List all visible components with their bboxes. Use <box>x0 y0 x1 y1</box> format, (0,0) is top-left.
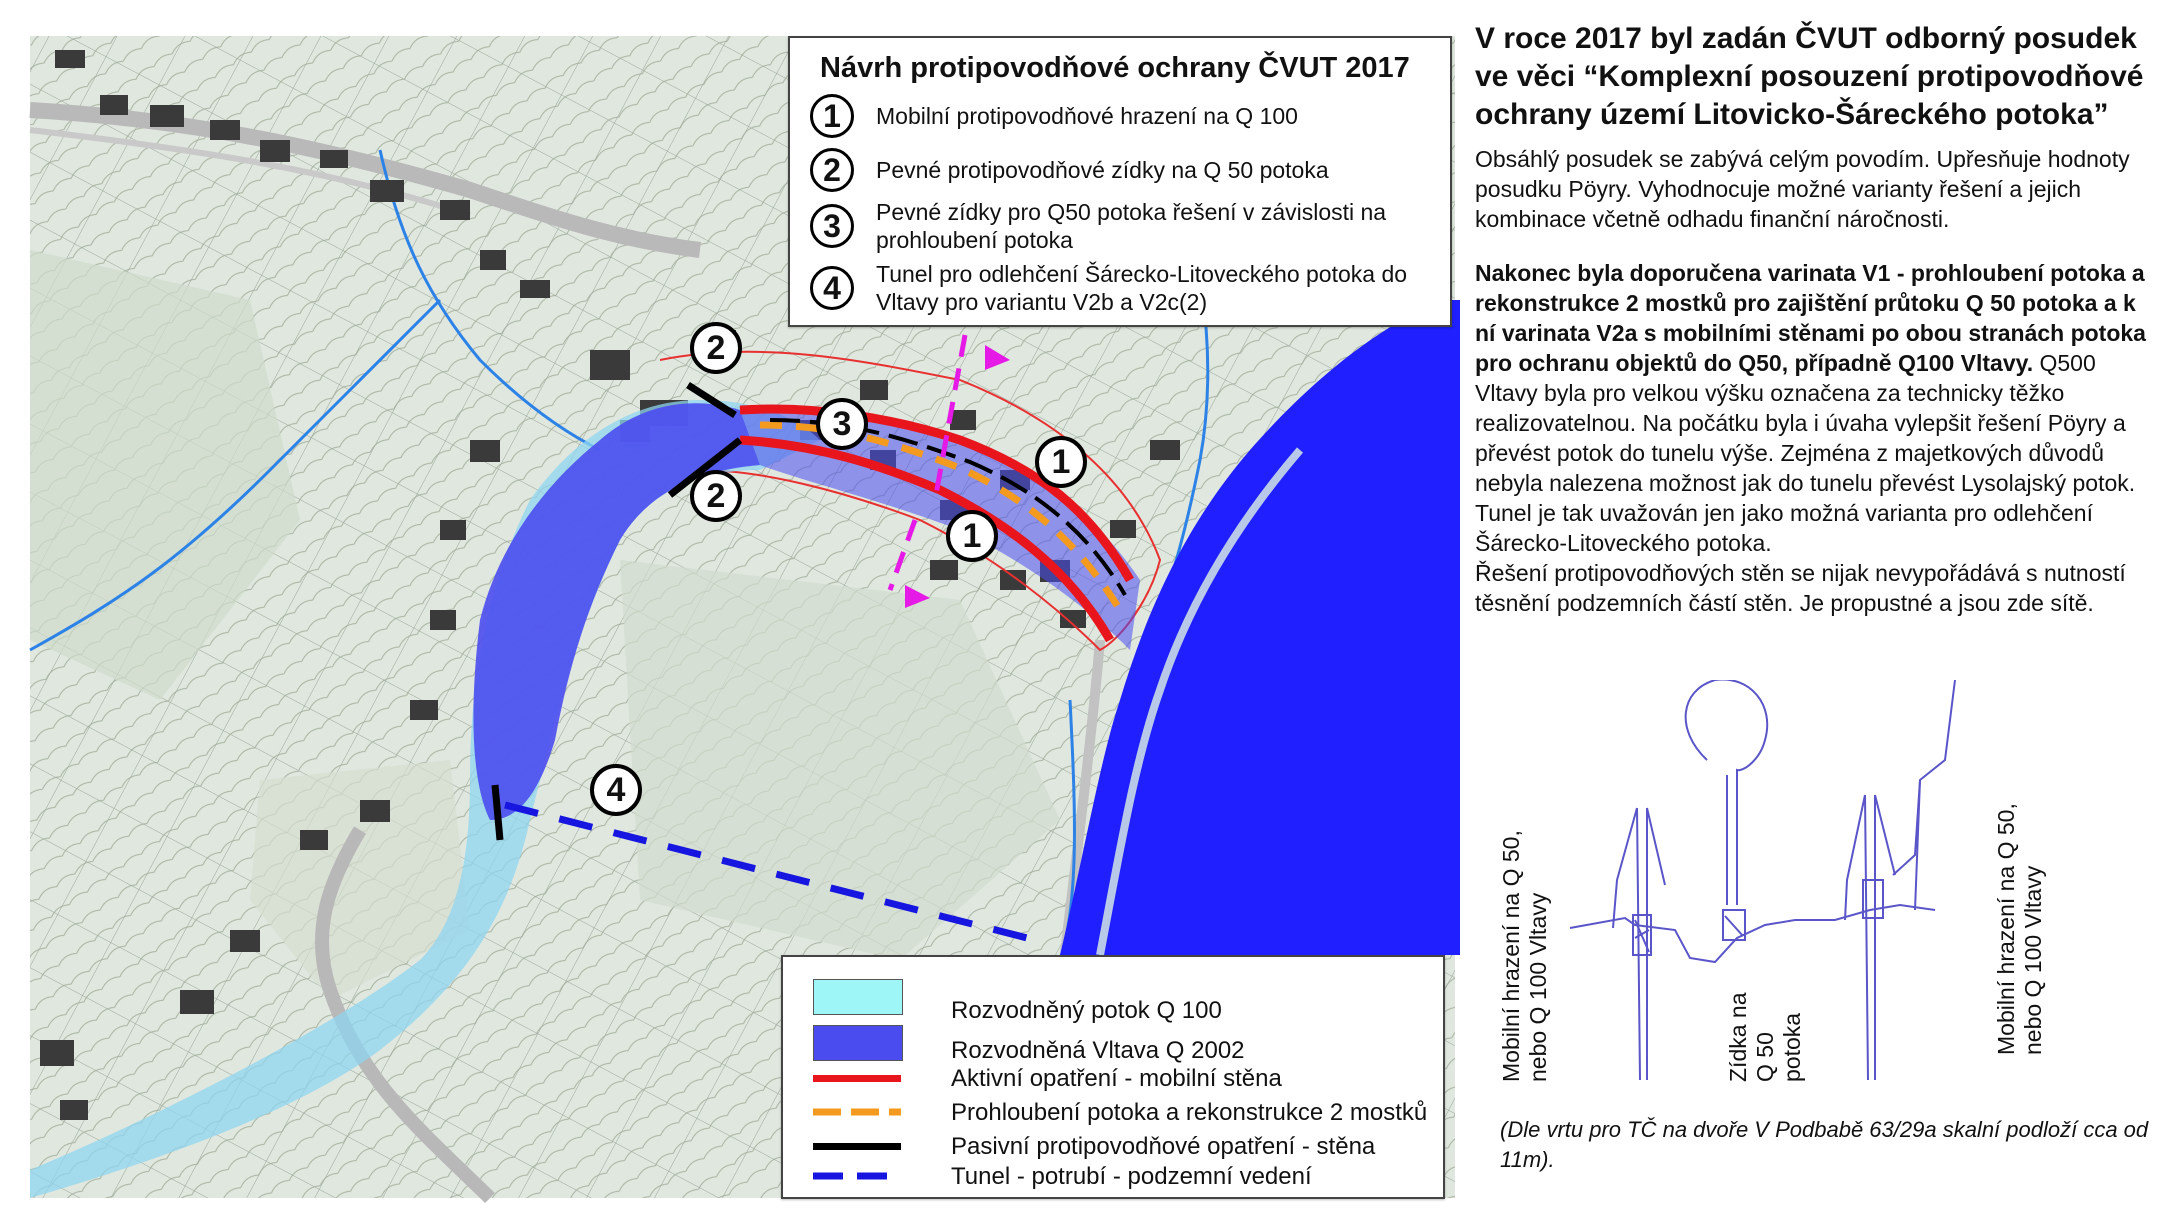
sketch-label-left: Mobilní hrazení na Q 50, nebo Q 100 Vltavy <box>1498 830 1551 1082</box>
proposal-item <box>810 94 1436 138</box>
legend-text: Tunel - potrubí - podzemní vedení <box>951 1163 1312 1190</box>
legend-text: Pasivní protipovodňové opatření - stěna <box>951 1133 1376 1160</box>
sketch-label-right: Mobilní hrazení na Q 50, nebo Q 100 Vltavy <box>1993 803 2046 1055</box>
legend-text: Aktivní opatření - mobilní stěna <box>951 1065 1282 1092</box>
number-badge: 4 <box>810 266 854 310</box>
legend-row <box>783 1019 1443 1064</box>
panel-paragraph-1: Obsáhlý posudek se zabývá celým povodím. Upřesňuje hodnoty posudku Pöyry. Vyhodnocuje možné varianty řešení a jejich kombinace včetně odhadu finanční náročnosti. <box>1475 146 2130 232</box>
map-marker-1-right: 1 <box>1035 436 1087 488</box>
proposal-item <box>810 148 1436 192</box>
legend-row <box>783 979 1443 1024</box>
panel-paragraph-2-bold: Nakonec byla doporučena varinata V1 - prohloubení potoka a rekonstrukce 2 mostků pro zajištění průtoku Q 50 potoka a k ní varinata V2a s mobilními stěnami po obou stranách potoka pro ochranu objektů do Q50, případně Q100 Vltavy. <box>1475 260 2146 376</box>
legend-row <box>783 1065 1443 1099</box>
number-badge: 3 <box>810 204 854 248</box>
map-marker-2-lower: 2 <box>690 470 742 522</box>
number-badge: 1 <box>810 94 854 138</box>
legend-row <box>783 1163 1443 1197</box>
number-badge: 2 <box>810 148 854 192</box>
map-marker-1-lower: 1 <box>946 510 998 562</box>
proposal-item-text: Pevné zídky pro Q50 potoka řešení v závislosti na prohloubení potoka <box>876 199 1387 253</box>
footnote: (Dle vrtu pro TČ na dvoře V Podbabě 63/29a skalní podloží cca od 11m). <box>1500 1117 2149 1172</box>
proposal-item <box>810 260 1436 316</box>
proposal-item-text: Tunel pro odlehčení Šárecko-Litoveckého potoka do Vltavy pro variantu V2b a V2c(2) <box>876 261 1408 315</box>
panel-paragraph-2-rest: Q500 Vltavy byla pro velkou výšku označena za technicky těžko realizovatelnou. Na počátku byla i úvaha vylepšit řešení Pöyry a převést potok do tunelu výše. Zejména z majetkových důvodů nebyla nalezena možnost jak do tunelu převést Lysolajský potok. Tunel je tak uvažován jen jako možná varianta pro odlehčení Šárecko-Litoveckého potoka. <box>1475 350 2136 556</box>
proposal-item <box>810 198 1436 254</box>
map-marker-3: 3 <box>816 398 868 450</box>
passive-wall-4 <box>495 785 500 840</box>
legend-row <box>783 1133 1443 1167</box>
sketch-label-center: Zídka na Q 50 potoka <box>1725 992 1805 1082</box>
proposal-box <box>788 36 1452 327</box>
panel-heading: V roce 2017 byl zadán ČVUT odborný posudek ve věci “Komplexní posouzení protipovodňové ochrany území Litovicko-Šáreckého potoka” <box>1475 22 2144 131</box>
map-marker-2-upper: 2 <box>690 322 742 374</box>
proposal-item-text: Pevné protipovodňové zídky na Q 50 potoka <box>876 157 1329 183</box>
legend-text: Rozvodněná Vltava Q 2002 <box>951 1037 1245 1064</box>
black-line-icon <box>813 1143 901 1150</box>
map-marker-4: 4 <box>590 764 642 816</box>
blue-swatch-icon <box>813 1025 903 1061</box>
legend-row <box>783 1099 1443 1133</box>
text-panel <box>1475 20 2155 618</box>
red-line-icon <box>813 1075 901 1082</box>
legend-box <box>781 955 1445 1199</box>
orange-dash-icon <box>813 1107 901 1117</box>
legend-text: Rozvodněný potok Q 100 <box>951 997 1222 1024</box>
proposal-item-text: Mobilní protipovodňové hrazení na Q 100 <box>876 103 1298 129</box>
blue-dash-icon <box>813 1171 901 1181</box>
panel-paragraph-2 <box>1475 258 2155 558</box>
cyan-swatch-icon <box>813 979 903 1015</box>
legend-text: Prohloubení potoka a rekonstrukce 2 mostků <box>951 1099 1428 1126</box>
panel-paragraph-3: Řešení protipovodňových stěn se nijak nevypořádává s nutností těsnění podzemních částí stěn. Je propustné a jsou zde sítě. <box>1475 560 2126 616</box>
proposal-title: Návrh protipovodňové ochrany ČVUT 2017 <box>820 52 1410 84</box>
